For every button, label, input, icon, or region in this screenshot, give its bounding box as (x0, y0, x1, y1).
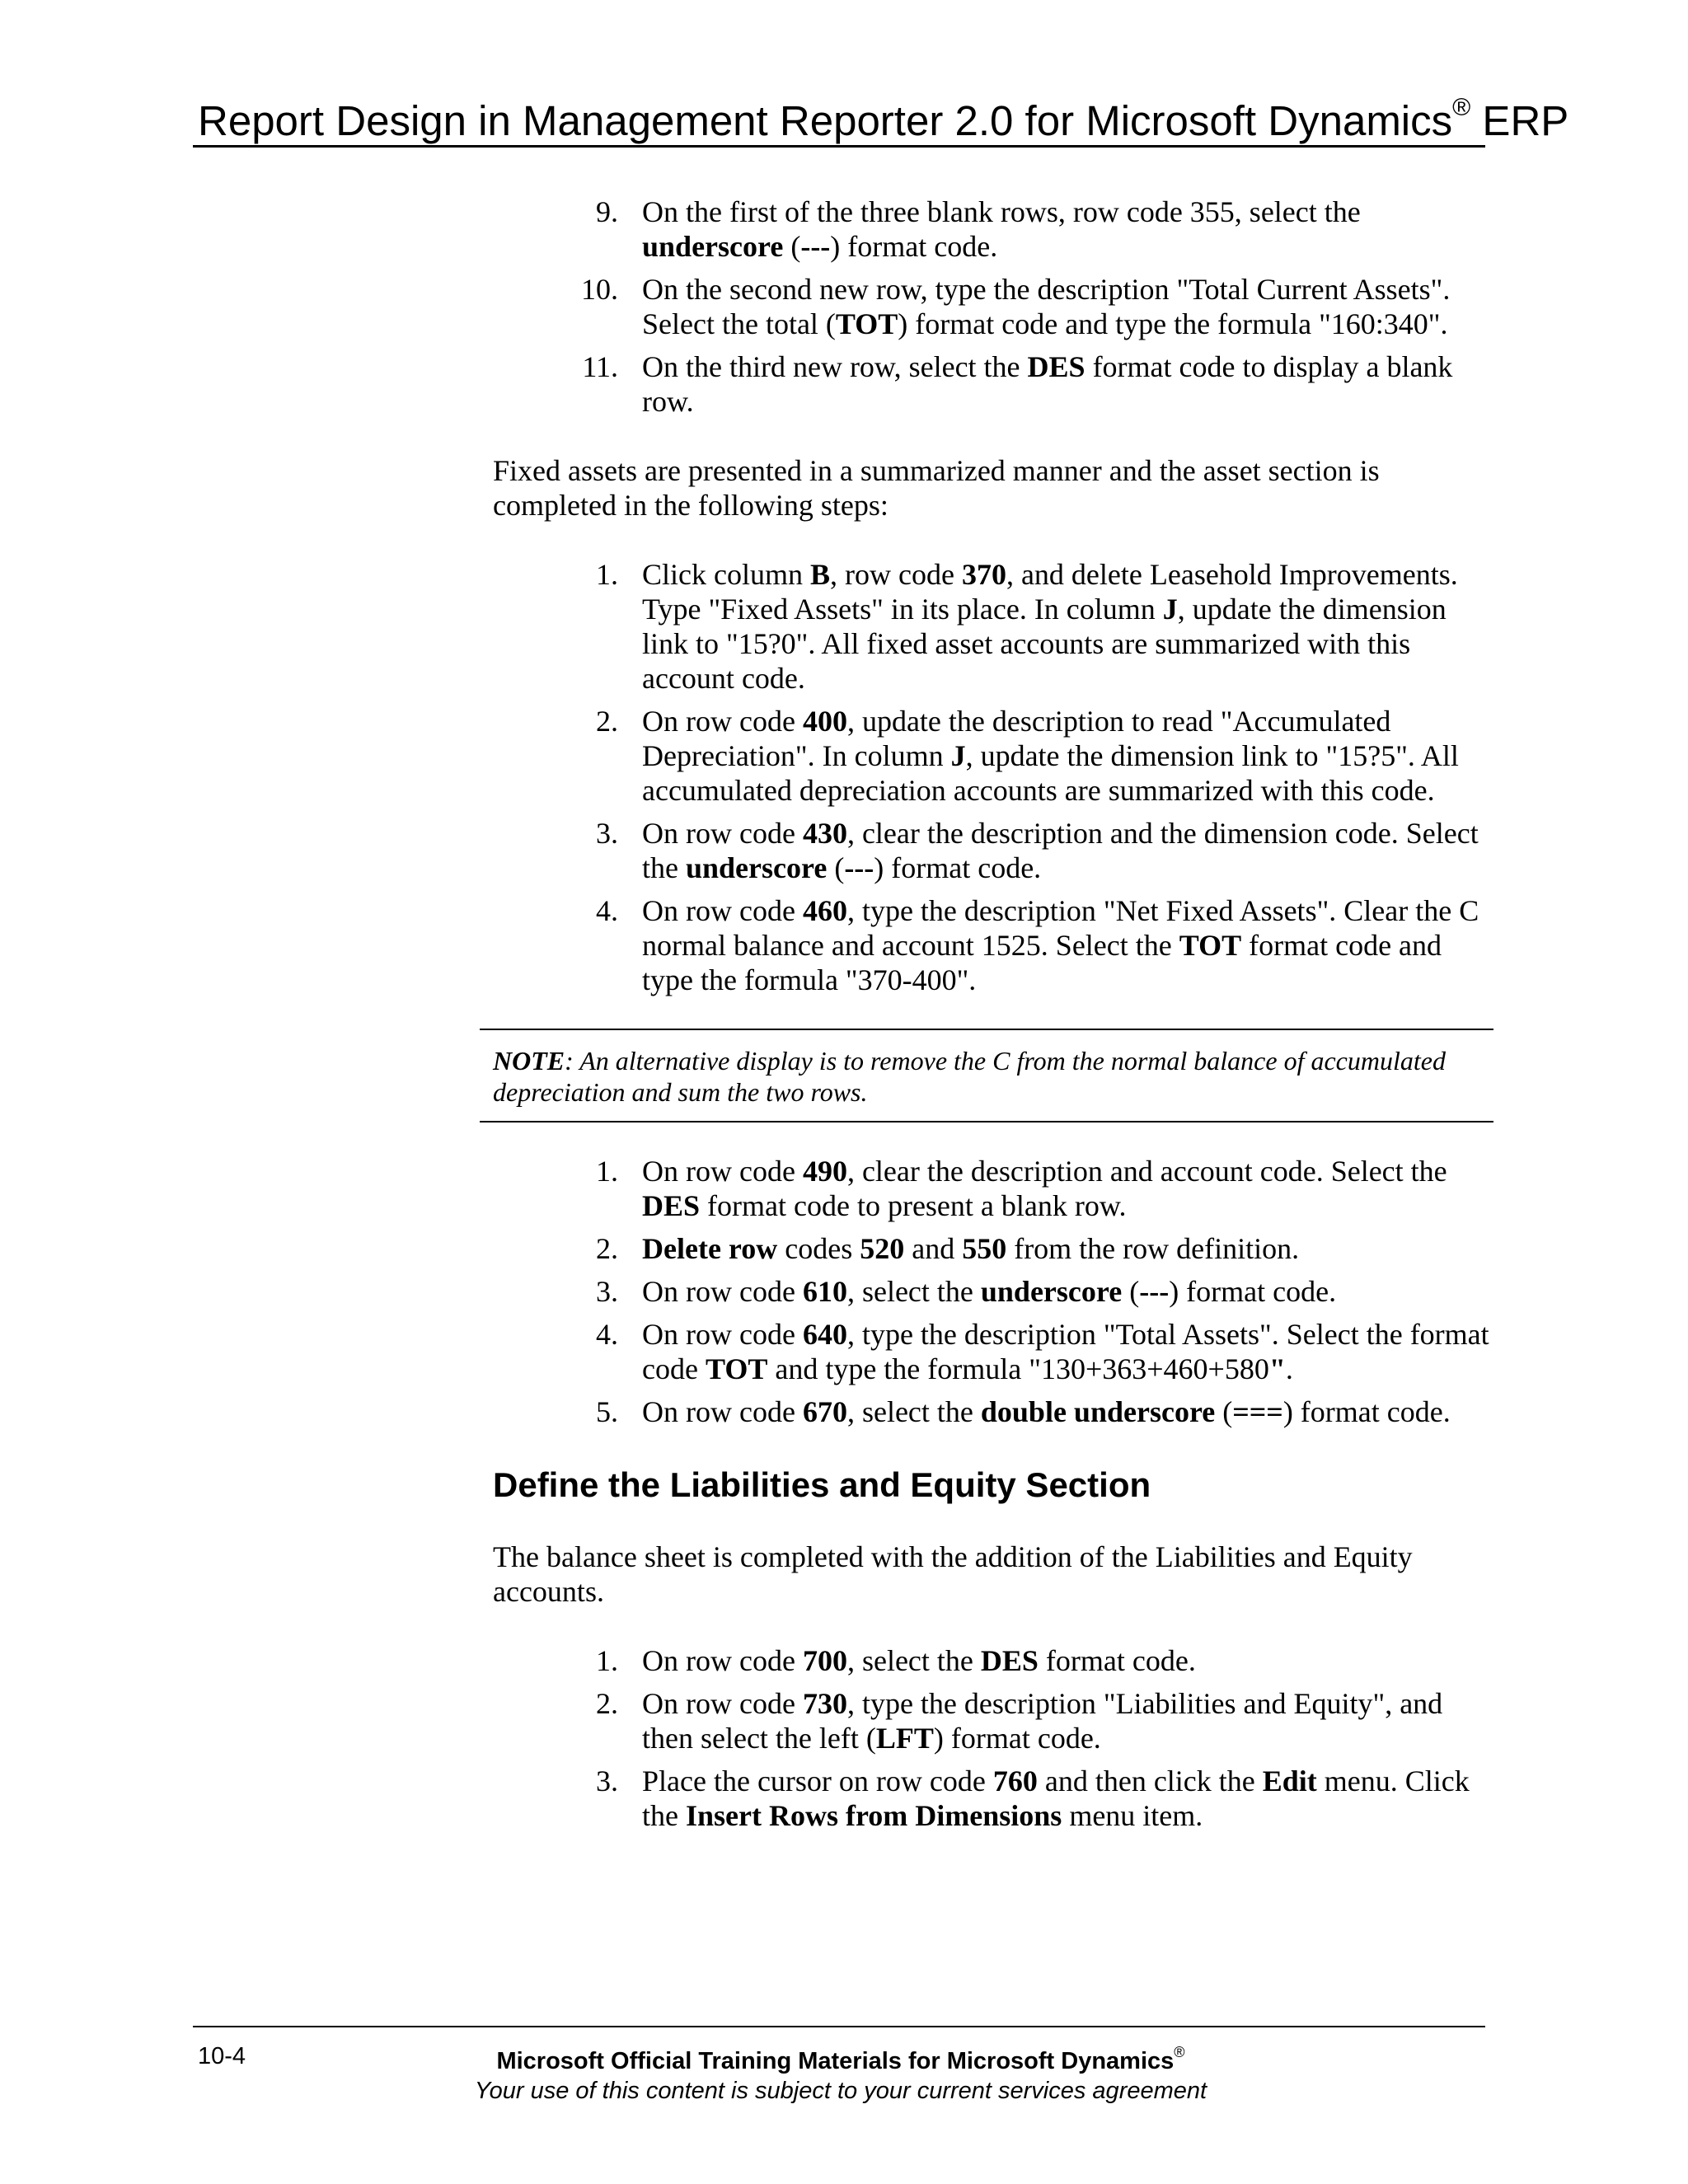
list-item: 9 . On the first of the three blank rows, row code 355, select the underscore (---) format code. (577, 194, 1492, 264)
steps-list-fixed-assets (577, 557, 1492, 1005)
paragraph-fixed-assets: Fixed assets are presented in a summarized manner and the asset section is completed in the following steps: (493, 454, 1380, 522)
list-item: 4 . On row code 640, type the description "Total Assets". Select the format code TOT and type the formula "130+363+460+580". (577, 1317, 1492, 1386)
list-item: 10 . On the second new row, type the description "Total Current Assets". Select the total (TOT) format code and type the formula "160:340". (577, 272, 1492, 341)
registered-mark: ® (1452, 94, 1471, 121)
page-number: 10-4 (198, 2043, 246, 2069)
list-item: 4 . On row code 460, type the description "Net Fixed Assets". Clear the C normal balance and account 1525. Select the TOT format code and type the formula "370-400". (577, 893, 1492, 997)
steps-list-total-assets (577, 1154, 1492, 1437)
list-item: 5 . On row code 670, select the double underscore (===) format code. (577, 1394, 1492, 1429)
note-label: NOTE (493, 1046, 565, 1076)
note-callout: NOTE: An alternative display is to remove the C from the normal balance of accumulated depreciation and sum the two rows. (493, 1046, 1446, 1107)
list-item: 1 . Click column B, row code 370, and delete Leasehold Improvements. Type "Fixed Assets" in its place. In column J, update the dimension link to "15?0". All fixed asset accounts are summarized with this account code. (577, 557, 1492, 696)
footer-rule (193, 2026, 1485, 2027)
footer-notice: Your use of this content is subject to your current services agreement (474, 2078, 1207, 2104)
list-item: 2 . On row code 730, type the description "Liabilities and Equity", and then select the left (LFT) format code. (577, 1686, 1492, 1755)
note-top-rule (480, 1029, 1493, 1030)
list-item: 3 . On row code 610, select the underscore (---) format code. (577, 1274, 1492, 1309)
list-item: 2 . Delete row codes 520 and 550 from the row definition. (577, 1231, 1492, 1266)
steps-list-current-assets (577, 194, 1492, 427)
list-item: 1 . On row code 490, clear the description and account code. Select the DES format code to present a blank row. (577, 1154, 1492, 1223)
list-item: 1 . On row code 700, select the DES format code. (577, 1643, 1492, 1678)
footer-title: Microsoft Official Training Materials for Microsoft Dynamics® (496, 2044, 1185, 2074)
steps-list-liabilities (577, 1643, 1492, 1841)
registered-mark: ® (1174, 2044, 1185, 2060)
header-rule (193, 145, 1485, 148)
paragraph-liabilities: The balance sheet is completed with the addition of the Liabilities and Equity accounts. (493, 1540, 1413, 1608)
list-item: 11 . On the third new row, select the DES format code to display a blank row. (577, 349, 1492, 419)
list-item: 3 . Place the cursor on row code 760 and then click the Edit menu. Click the Insert Rows from Dimensions menu item. (577, 1764, 1492, 1833)
section-heading: Define the Liabilities and Equity Section (493, 1465, 1151, 1504)
page-header-title: Report Design in Management Reporter 2.0 for Microsoft Dynamics® ERP (198, 94, 1569, 144)
list-item: 3 . On row code 430, clear the description and the dimension code. Select the underscore (---) format code. (577, 816, 1492, 885)
list-item: 2 . On row code 400, update the description to read "Accumulated Depreciation". In column J, update the dimension link to "15?5". All accumulated depreciation accounts are summarized with this code. (577, 704, 1492, 808)
note-bottom-rule (480, 1121, 1493, 1122)
